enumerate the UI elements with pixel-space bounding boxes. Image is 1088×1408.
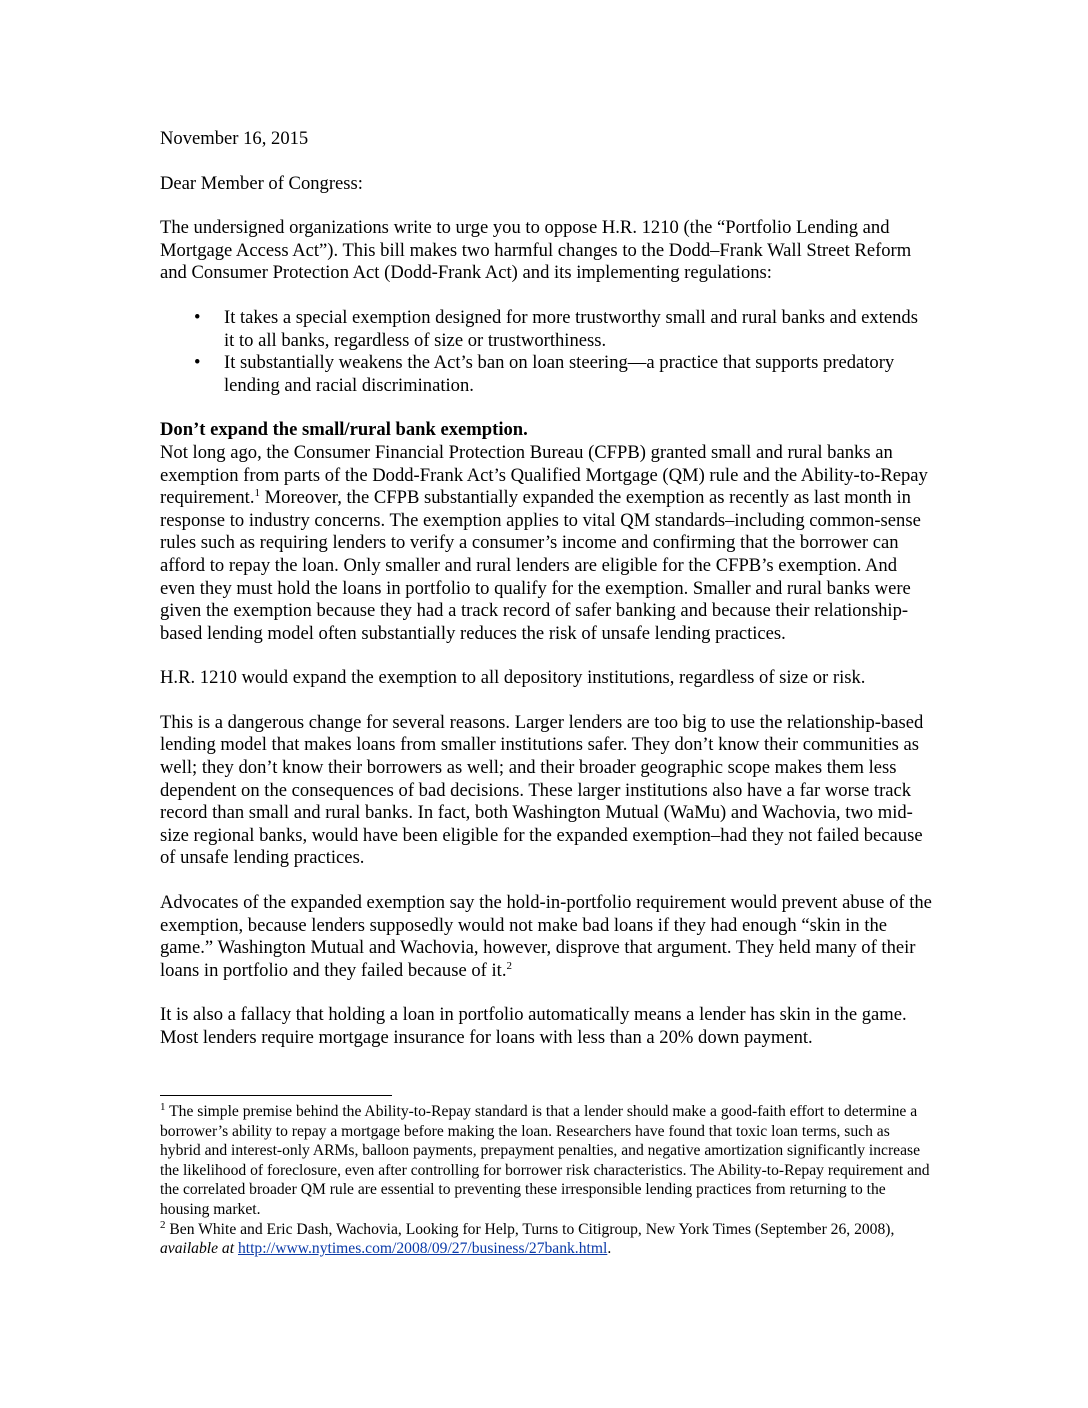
footnote-mark: 2 xyxy=(160,1218,166,1231)
footnote-mark: 1 xyxy=(160,1100,166,1113)
footnote-divider xyxy=(160,1095,392,1096)
paragraph-text: Advocates of the expanded exemption say the hold-in-portfolio requirement would prevent abuse of the exemption, because lenders supposedly would not make bad loans if they had enough “skin in the game.” Washington Mutual and Wachovia, however, disprove that argument. They held many of their loans in portfolio and they failed because of it. xyxy=(160,892,932,981)
nytimes-link[interactable]: http://www.nytimes.com/2008/09/27/business/27bank.html xyxy=(237,1240,608,1258)
paragraph-text: Not long ago, the Consumer Financial Protection Bureau (CFPB) granted small and rural banks an exemption from parts of the Dodd-Frank Act’s Qualified Mortgage (QM) rule and the Ability-to-Repay requirement. xyxy=(160,441,928,509)
paragraph-fallacy: It is also a fallacy that holding a loan in portfolio automatically means a lender has skin in the game. Most lenders require mortgage insurance for loans with less than a 20% down payment. xyxy=(160,1004,907,1048)
footnote-1 xyxy=(160,1102,932,1220)
bullet-text: It takes a special exemption designed for more trustworthy small and rural banks and extends it to all banks, regardless of size or trustworthiness. xyxy=(224,306,918,351)
bullet-item xyxy=(194,352,932,397)
footnote-ref[interactable]: 2 xyxy=(506,959,512,972)
footnote-2 xyxy=(160,1220,932,1259)
footnote-ref[interactable]: 1 xyxy=(254,486,260,499)
paragraph-text: Moreover, the CFPB substantially expanded the exemption as recently as last month in response to industry concerns. The exemption applies to vital QM standards–including common-sense rules such as requiring lenders to verify a consumer’s income and confirming that the borrower can afford to repay the loan. Only smaller and rural lenders are eligible for the CFPB’s exemption. And even they must hold the loans in portfolio to qualify for the exemption. Smaller and rural banks were given the exemption because they had a track record of safer banking and because their relationship-based lending model often substantially reduces the risk of unsafe lending practices. xyxy=(160,487,921,644)
bullet-icon: • xyxy=(194,352,201,374)
footnote-italic: available at xyxy=(160,1240,235,1258)
letter-body xyxy=(160,128,932,1072)
paragraph-hr1210: H.R. 1210 would expand the exemption to all depository institutions, regardless of size or risk. xyxy=(160,667,866,689)
footnote-text: Ben White and Eric Dash, Wachovia, Looking for Help, Turns to Citigroup, New York Times (September 26, 2008), xyxy=(165,1220,895,1238)
footnotes xyxy=(160,1102,932,1259)
bullet-list xyxy=(160,307,932,397)
paragraph-dangerous-change: This is a dangerous change for several reasons. Larger lenders are too big to use the relationship-based lending model that makes loans from smaller institutions safer. They don’t know their communities as well; they don’t know their borrowers as well; and their broader geographic scope makes them less dependent on the consequences of bad decisions. These larger institutions also have a far worse track record than small and rural banks. In fact, both Washington Mutual (WaMu) and Wachovia, two mid-size regional banks, would have been eligible for the expanded exemption–had they not failed because of unsafe lending practices. xyxy=(160,711,924,869)
footnote-text: The simple premise behind the Ability-to-Repay standard is that a lender should make a good-faith effort to determine a borrower’s ability to repay a mortgage before making the loan. Researchers have found that toxic loan terms, such as hybrid and interest-only ARMs, balloon payments, prepayment penalties, and negative amortization significantly increase the likelihood of foreclosure, even after controlling for borrower risk characteristics. The Ability-to-Repay requirement and the correlated broader QM rule are essential to preventing these irresponsible lending practices from returning to the housing market. xyxy=(160,1103,930,1218)
salutation: Dear Member of Congress: xyxy=(160,172,363,194)
paragraph-advocates xyxy=(160,892,932,982)
bullet-icon: • xyxy=(194,306,201,328)
paragraph-exemption xyxy=(160,442,932,645)
bullet-text: It substantially weakens the Act’s ban on loan steering—a practice that supports predatory lending and racial discrimination. xyxy=(224,352,895,396)
letter-date: November 16, 2015 xyxy=(160,128,309,149)
bullet-item xyxy=(194,307,932,352)
section-heading: Don’t expand the small/rural bank exemption. xyxy=(160,419,528,441)
footnote-end: . xyxy=(607,1240,612,1258)
intro-paragraph: The undersigned organizations write to urge you to oppose H.R. 1210 (the “Portfolio Lending and Mortgage Access Act”). This bill makes two harmful changes to the Dodd–Frank Wall Street Reform and Consumer Protection Act (Dodd-Frank Act) and its implementing regulations: xyxy=(160,217,912,284)
